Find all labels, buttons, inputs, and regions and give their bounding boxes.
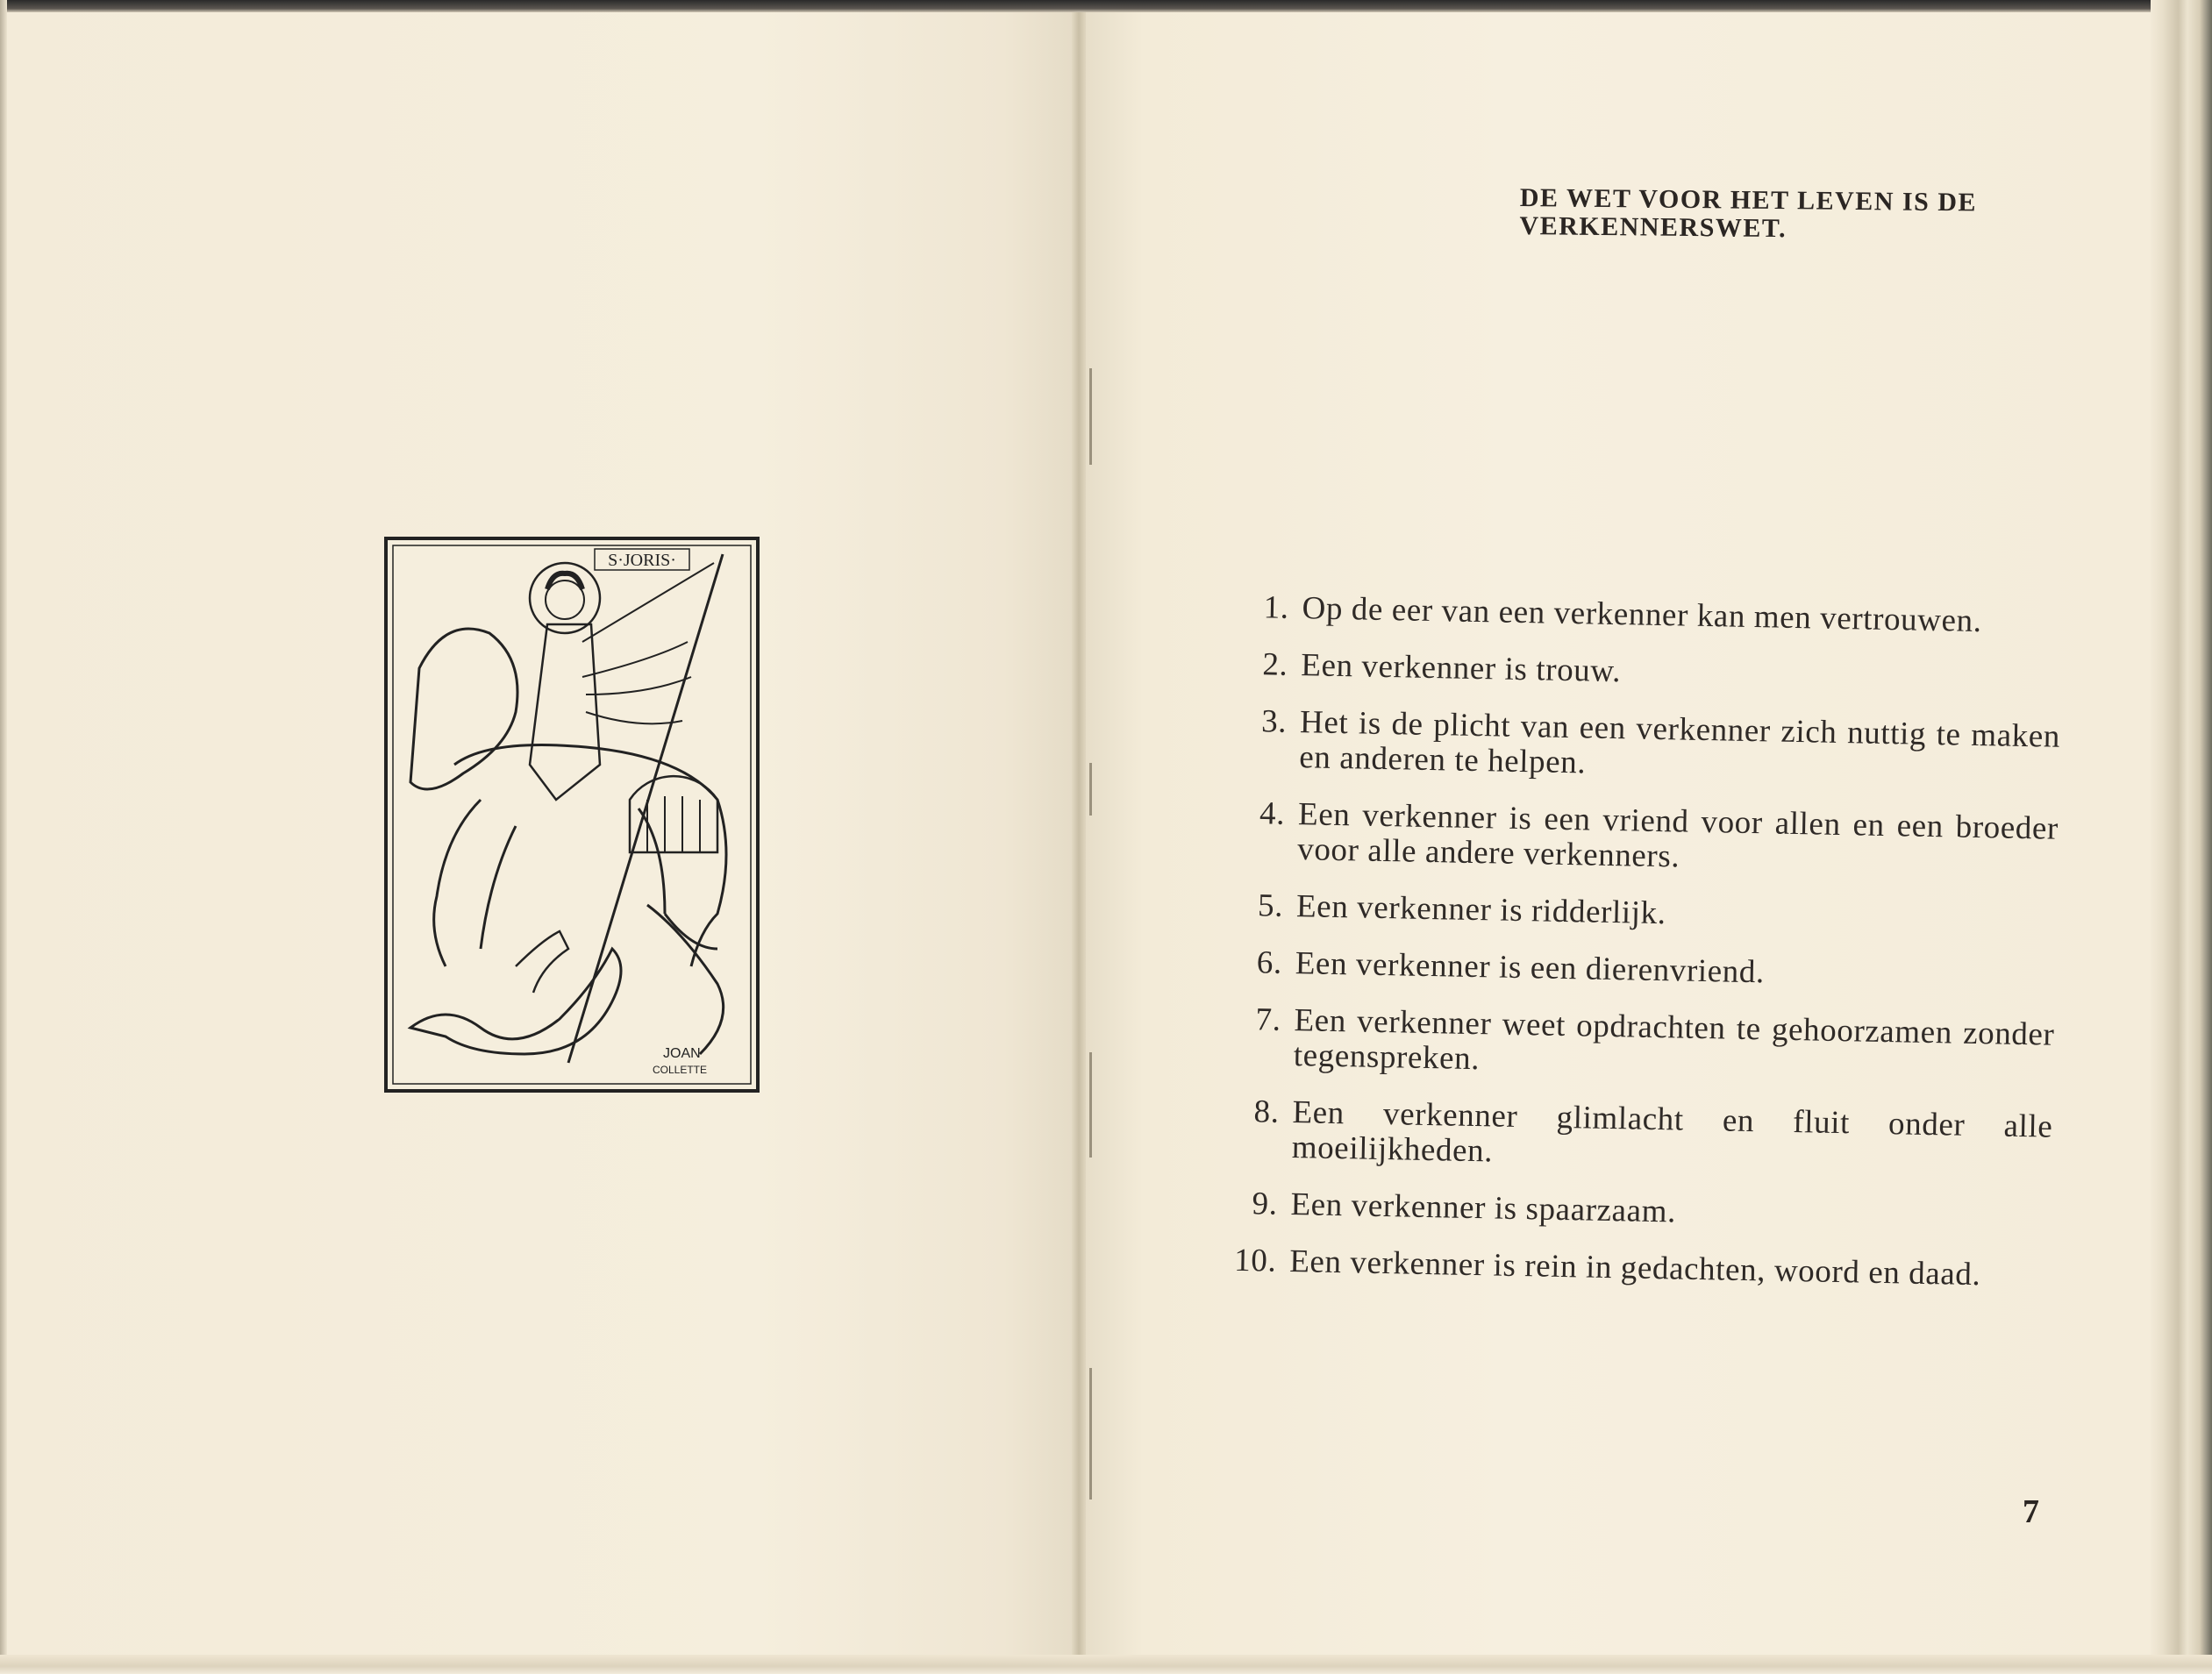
law-number: 3. [1260,703,1288,740]
top-edge-shadow [0,0,2212,12]
law-text: Een verkenner is trouw. [1300,647,1622,690]
heading-line: VERKENNERSWET. [1519,210,1787,244]
law-item [1195,944,2056,996]
law-text: Een verkenner is ridderlijk. [1295,888,1667,932]
page-stack-edge [2151,0,2212,1674]
binding-stitch-bottom [1089,1368,1092,1499]
law-text: Een verkenner glimlacht en fluit onder alle moeilijkheden. [1291,1094,2053,1170]
law-text: Een verkenner is een dierenvriend. [1295,945,1766,991]
law-item [1194,1001,2054,1088]
law-number: 10. [1233,1242,1277,1279]
law-text: Een verkenner is rein in gedachten, woord en daad. [1288,1243,1981,1293]
law-item [1200,703,2060,790]
binding-stitch-upper [1089,763,1092,816]
left-edge-shadow [0,0,7,1674]
law-text: Een verkenner is een vriend voor allen en een broeder voor alle andere verkenners. [1296,796,2059,875]
heading-line: DE WET VOOR HET LEVEN IS DE [1519,183,1978,217]
law-item [1190,1243,2051,1294]
bottom-edge [0,1655,2212,1674]
law-item [1198,795,2059,882]
page-heading [1519,184,2081,246]
law-item [1197,887,2058,939]
law-number: 9. [1252,1186,1278,1222]
law-text: Een verkenner is spaarzaam. [1290,1186,1677,1230]
law-number: 8. [1253,1093,1280,1130]
page-number: 7 [2023,1493,2039,1530]
law-number: 7. [1255,1001,1281,1038]
law-text: Een verkenner weet opdrachten te gehoorzamen zonder tegenspreken. [1293,1002,2055,1078]
law-item [1191,1186,2051,1237]
binding-stitch-top [1089,368,1092,465]
illustration-caption: S·JORIS· [608,551,676,570]
law-number: 5. [1257,887,1284,924]
law-text: Op de eer van een verkenner kan men vertrouwen. [1302,590,1982,640]
binding-stitch-middle [1089,1052,1092,1158]
scout-law-list [1189,589,2062,1316]
law-number: 2. [1262,646,1288,683]
law-item [1192,1093,2052,1180]
book-gutter [1072,12,1086,1655]
saint-george-illustration [384,537,760,1093]
law-number: 1. [1263,589,1290,626]
law-text: Het is de plicht van een verkenner zich nuttig te maken en anderen te helpen. [1298,704,2061,781]
law-number: 4. [1259,795,1286,832]
artist-signature-line1: JOAN [663,1046,701,1061]
law-item [1202,646,2062,698]
artist-signature-line2: COLLETTE [653,1064,708,1076]
law-number: 6. [1256,944,1283,981]
saint-george-engraving [384,537,760,1093]
